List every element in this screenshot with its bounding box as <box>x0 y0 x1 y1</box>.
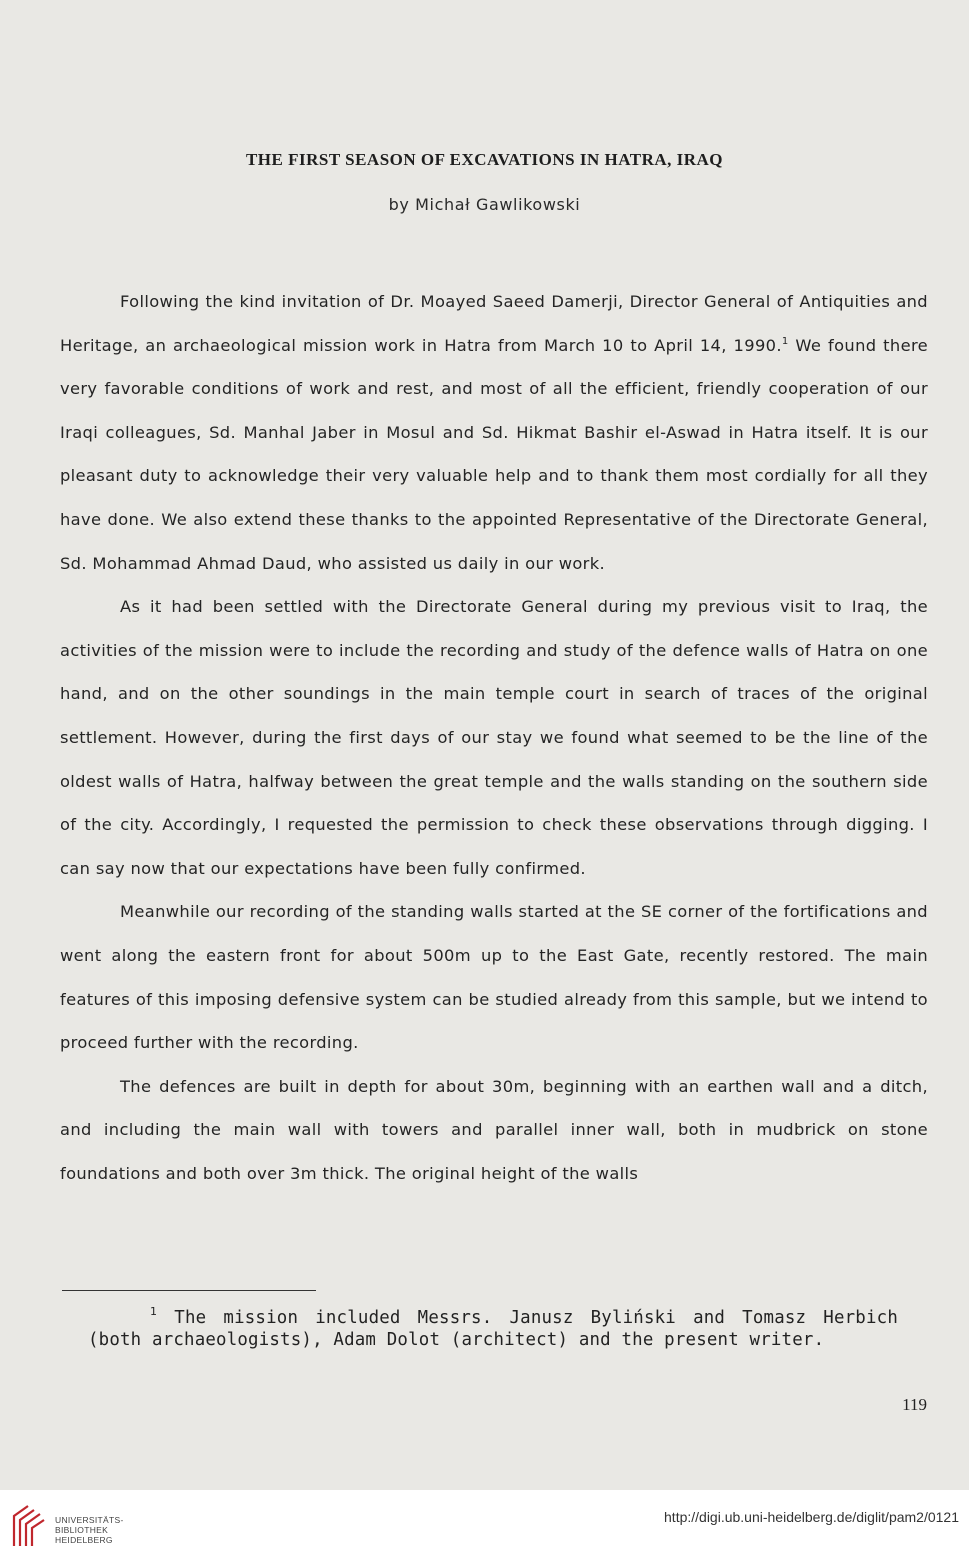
article-title: THE FIRST SEASON OF EXCAVATIONS IN HATRA, IRAQ <box>245 150 724 169</box>
footnote-mark: 1 <box>150 1305 158 1318</box>
library-name-line-3: HEIDELBERG <box>55 1535 113 1545</box>
paragraph-2: As it had been settled with the Directorate General during my previous visit to Iraq, the activities of the mission were to include the recording and study of the defence walls of Hatra on one hand, and on the other soundings in the main temple court in search of traces of the original settlement. However, during the first days of our stay we found what seemed to be the line of the oldest walls of Hatra, halfway between the great temple and the walls standing on the southern side of the city. Accordingly, I requested the permission to check these observations through digging. I can say now that our expectations have been fully confirmed. <box>60 597 928 878</box>
footnote-divider <box>62 1290 316 1291</box>
paragraph-3: Meanwhile our recording of the standing walls started at the SE corner of the fortifications and went along the eastern front for about 500m up to the East Gate, recently restored. The main features of this imposing defensive system can be studied already from this sample, but we intend to proceed further with the recording. <box>60 902 928 1053</box>
paragraph-1 <box>60 280 928 585</box>
library-name-line-2: BIBLIOTHEK <box>55 1525 109 1535</box>
article-body <box>60 280 928 1195</box>
paragraph-1-part-b: We found there very favorable conditions of work and rest, and most of all the efficient, friendly cooperation of our Iraqi colleagues, Sd. Manhal Jaber in Mosul and Sd. Hikmat Bashir el-Aswad in Hatra itself. It is our pleasant duty to acknowledge their very valuable help and to thank them most cordially for all they have done. We also extend these thanks to the appointed Representative of the Directorate General, Sd. Mohammad Ahmad Daud, who assisted us daily in our work. <box>60 335 929 573</box>
article-author: by Michał Gawlikowski <box>388 195 581 214</box>
footnote-reference: 1 <box>781 335 789 347</box>
paragraph-4: The defences are built in depth for about 30m, beginning with an earthen wall and a ditch, and including the main wall with towers and parallel inner wall, both in mudbrick on stone foundations and both over 3m thick. The original height of the walls <box>60 1076 928 1183</box>
page-number: 119 <box>902 1395 927 1414</box>
source-url-link[interactable]: http://digi.ub.uni-heidelberg.de/diglit/pam2/0121 <box>664 1509 959 1525</box>
footnote <box>88 1307 898 1351</box>
footnote-text: The mission included Messrs. Janusz Byliński and Tomasz Herbich (both archaeologists), Adam Dolot (architect) and the present writer. <box>88 1308 898 1350</box>
paragraph-1-part-a: Following the kind invitation of Dr. Moayed Saeed Damerji, Director General of Antiquities and Heritage, an archaeological mission work in Hatra from March 10 to April 14, 1990. <box>60 292 928 355</box>
library-name <box>55 1515 124 1545</box>
library-name-line-1: UNIVERSITÄTS- <box>55 1515 124 1525</box>
library-logo-icon <box>10 1502 46 1550</box>
